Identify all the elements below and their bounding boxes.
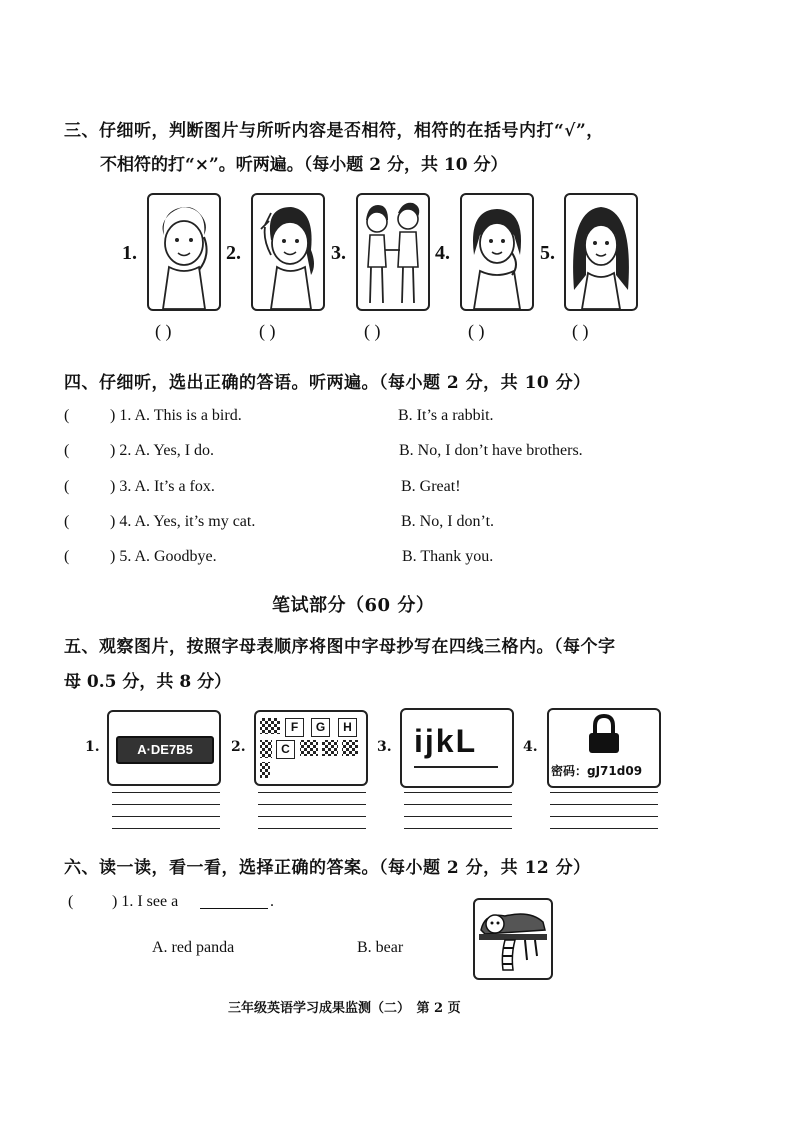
answer-blank[interactable]: [200, 890, 268, 909]
four-line-grid[interactable]: [404, 792, 512, 832]
option-b: B. No, I don’t.: [401, 513, 495, 530]
password-text: 密码：gJ71d09: [551, 764, 643, 778]
answer-paren[interactable]: ( ): [572, 321, 589, 341]
answer-paren[interactable]: ( ): [155, 321, 172, 341]
answer-paren[interactable]: ( ): [468, 321, 485, 341]
page-footer: 三年级英语学习成果监测（二） 第 2 页: [228, 1001, 461, 1016]
picture-license-plate: [107, 710, 221, 786]
item-number: 1.: [122, 242, 137, 264]
item-number: 4.: [435, 242, 450, 264]
option-b: B. Great!: [401, 478, 461, 495]
answer-paren[interactable]: ( ): [364, 321, 381, 341]
section5-title-line1: 五、观察图片，按照字母表顺序将图中字母抄写在四线三格内。（每个字: [64, 637, 616, 657]
item-number: 3.: [377, 739, 392, 755]
picture-girl-waving: [251, 193, 325, 311]
letter-tile: G: [311, 718, 330, 737]
license-plate-text: A·DE7B5: [116, 736, 214, 764]
letter-tile: C: [276, 740, 295, 759]
letter-tile: F: [285, 718, 304, 737]
answer-paren-open[interactable]: (: [68, 893, 74, 910]
option-b: B. It’s a rabbit.: [398, 407, 494, 424]
item-number: 4.: [523, 739, 538, 755]
picture-two-children: [356, 193, 430, 311]
picture-red-panda: [473, 898, 553, 980]
section6-title: 六、读一读，看一看，选择正确的答案。（每小题 2 分，共 12 分）: [64, 858, 591, 878]
answer-paren-open[interactable]: (: [64, 478, 70, 495]
question-period: .: [270, 893, 274, 910]
option-b: B. Thank you.: [402, 548, 494, 565]
item-number: 1.: [85, 739, 100, 755]
picture-girl-pointing: [460, 193, 534, 311]
item-number: 5.: [540, 242, 555, 264]
item-number: 3.: [331, 242, 346, 264]
item-number: 2.: [226, 242, 241, 264]
option-b: B. bear: [357, 939, 404, 956]
picture-girl-long-hair: [564, 193, 638, 311]
four-line-grid[interactable]: [550, 792, 658, 832]
answer-paren-open[interactable]: (: [64, 407, 70, 424]
four-line-grid[interactable]: [258, 792, 366, 832]
picture-lock-password: [547, 708, 661, 788]
option-a: ) 1. A. This is a bird.: [110, 407, 242, 424]
answer-paren-open[interactable]: (: [64, 548, 70, 565]
answer-paren-open[interactable]: (: [64, 513, 70, 530]
question-text: ) 1. I see a: [112, 893, 179, 910]
option-a: ) 4. A. Yes, it’s my cat.: [110, 513, 256, 530]
answer-paren-open[interactable]: (: [64, 442, 70, 459]
section4-title: 四、仔细听，选出正确的答语。听两遍。（每小题 2 分，共 10 分）: [64, 373, 591, 393]
written-part-heading: 笔试部分（60 分）: [272, 595, 435, 616]
option-a: ) 3. A. It’s a fox.: [110, 478, 215, 495]
underline: [414, 766, 498, 768]
picture-letters-ijkl: [400, 708, 514, 788]
letters-text: ijkL: [414, 723, 478, 759]
section5-title-line2: 母 0.5 分，共 8 分）: [64, 672, 232, 692]
letter-tile: H: [338, 718, 357, 737]
section3-title-line2: 不相符的打“×”。听两遍。（每小题 2 分，共 10 分）: [100, 155, 508, 175]
four-line-grid[interactable]: [112, 792, 220, 832]
picture-boy-pointing: [147, 193, 221, 311]
option-a: A. red panda: [152, 939, 235, 956]
option-a: ) 2. A. Yes, I do.: [110, 442, 215, 459]
section3-title-line1: 三、仔细听，判断图片与所听内容是否相符，相符的在括号内打“√”，: [64, 121, 604, 141]
option-b: B. No, I don’t have brothers.: [399, 442, 583, 459]
option-a: ) 5. A. Goodbye.: [110, 548, 217, 565]
picture-letter-tiles: [254, 710, 368, 786]
item-number: 2.: [231, 739, 246, 755]
answer-paren[interactable]: ( ): [259, 321, 276, 341]
